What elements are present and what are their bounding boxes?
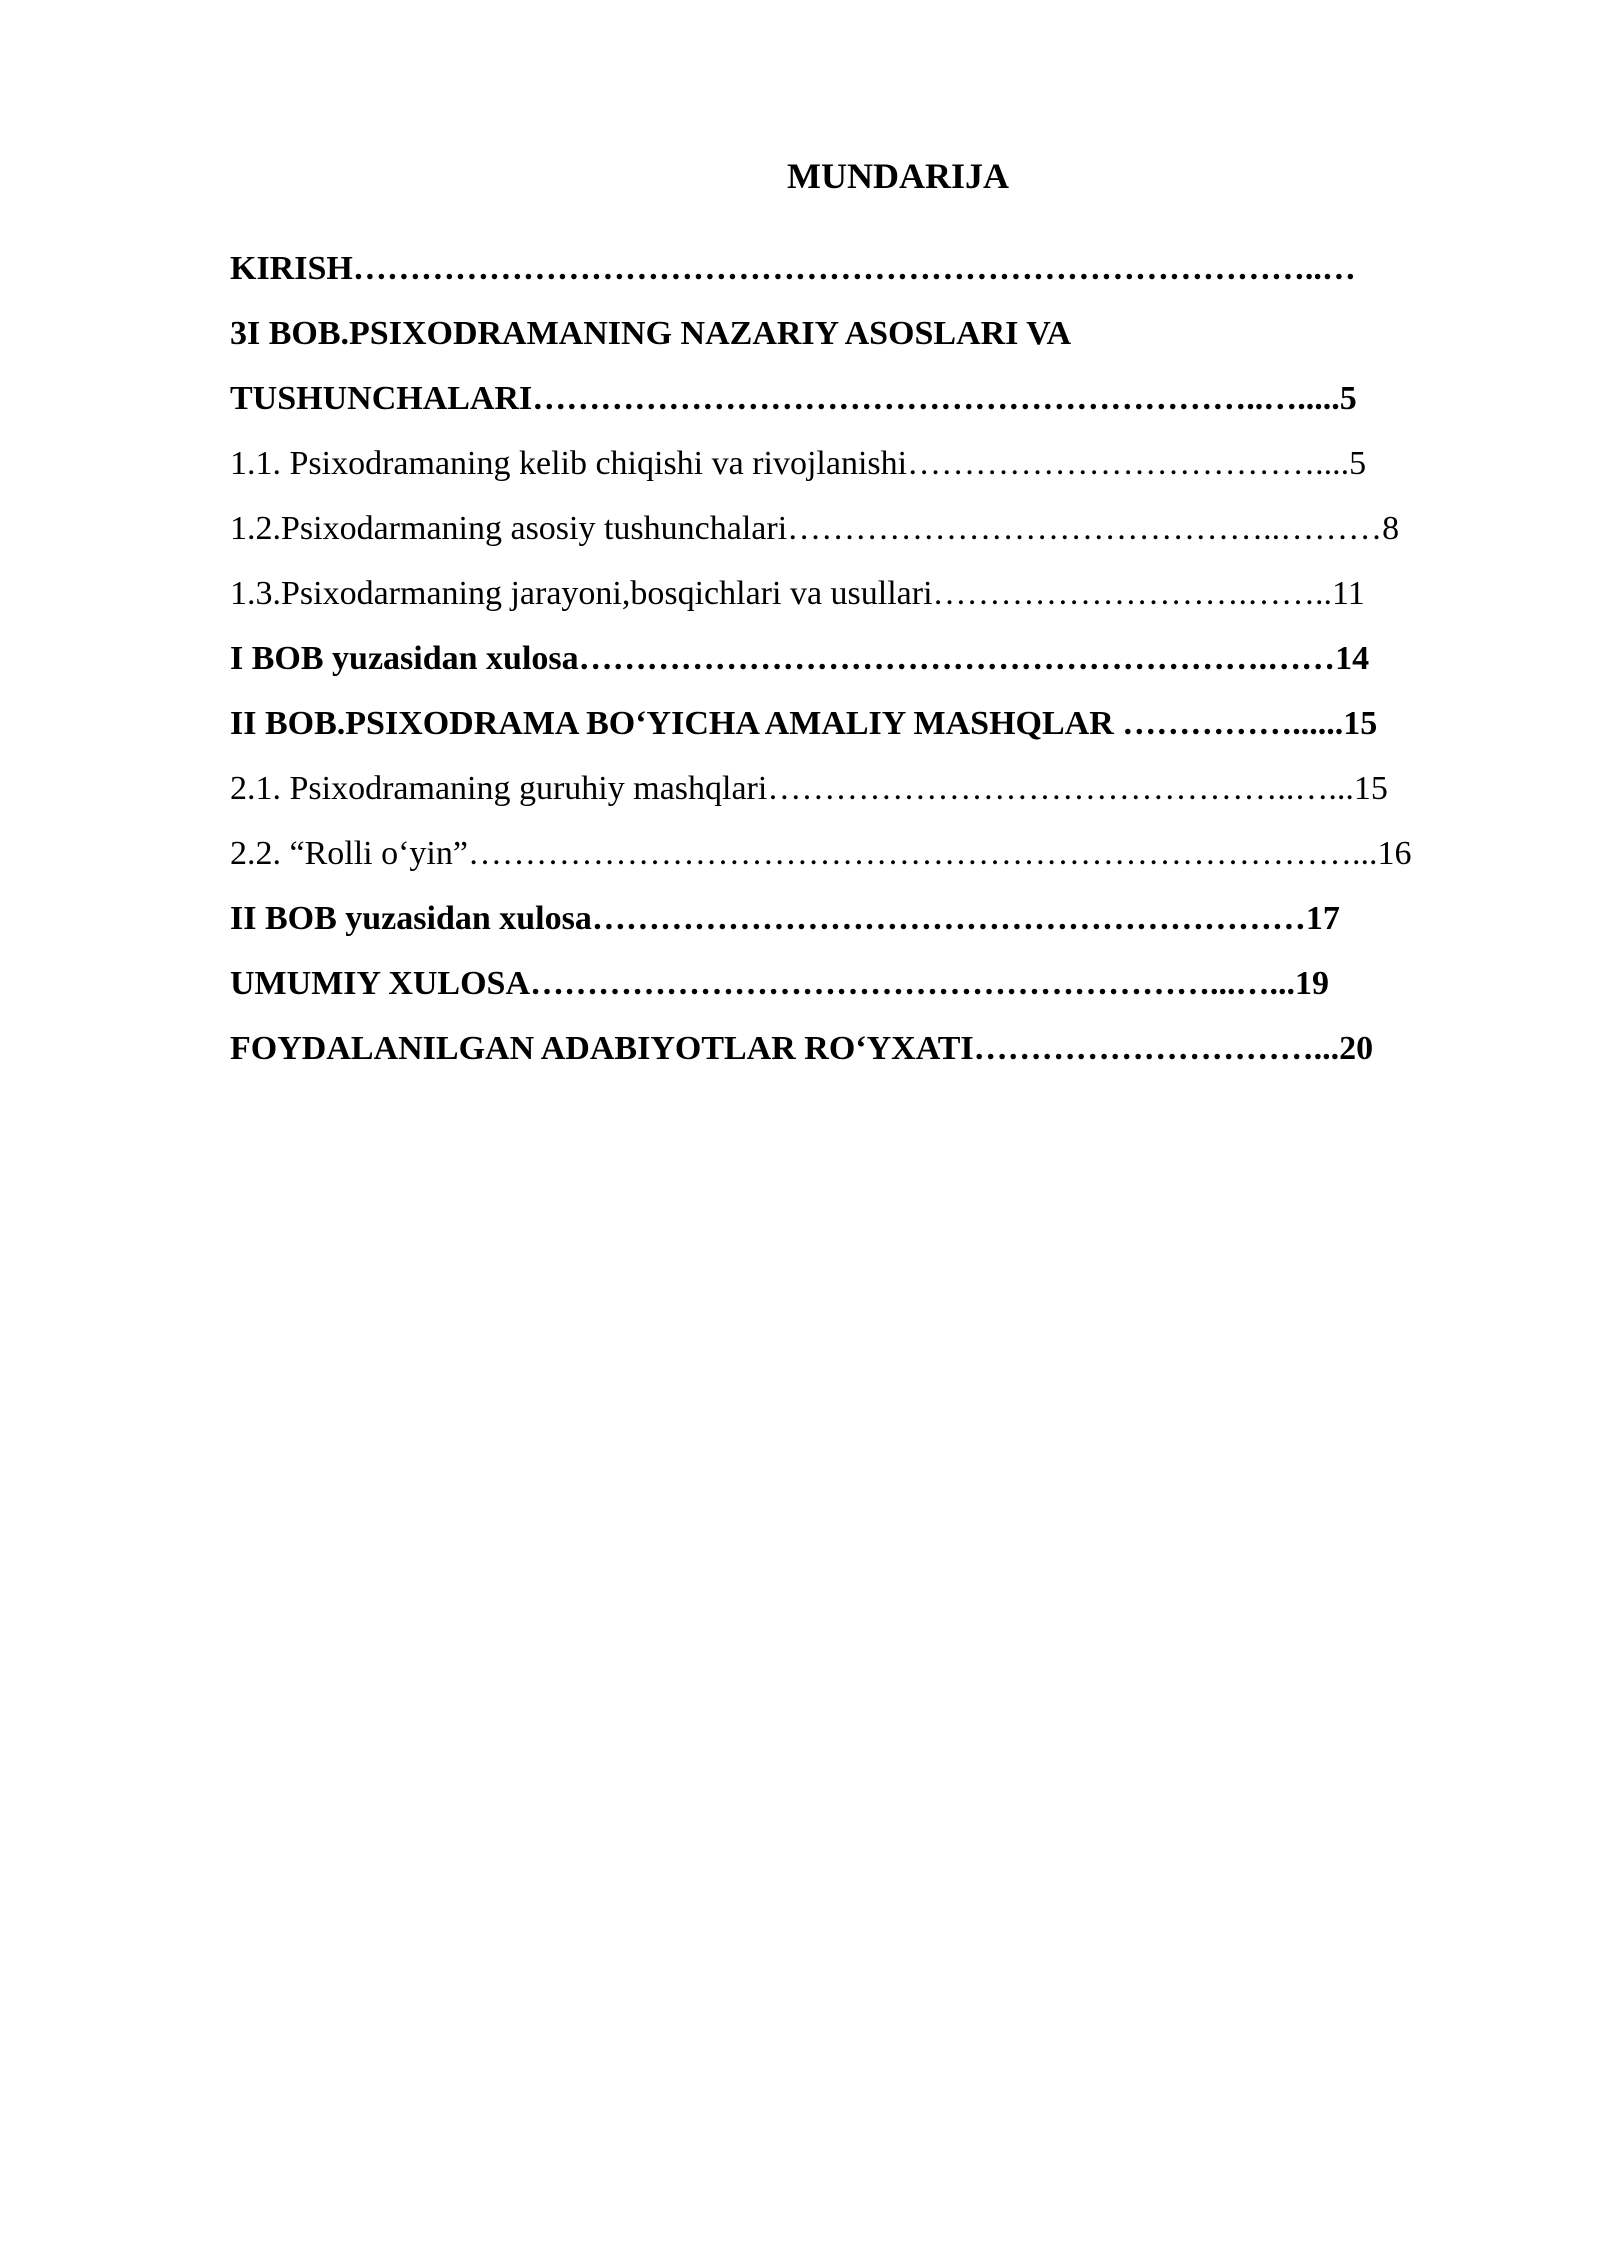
toc-entry-general-conclusion: UMUMIY XULOSA……………………………………………………...…...19 (230, 965, 1330, 1002)
toc-entry-kirish: KIRISH…………………………………………………………………………..… (230, 250, 1356, 287)
page-title: MUNDARIJA (787, 156, 1009, 196)
toc-entry-chapter-2-heading: II BOB.PSIXODRAMA BO‘YICHA AMALIY MASHQLAR ……………......15 (230, 705, 1378, 742)
toc-entry-chapter-1-conclusion: I BOB yuzasidan xulosa…………………………………………………….……14 (230, 640, 1370, 677)
toc-entry-section-1-1: 1.1. Psixodramaning kelib chiqishi va rivojlanishi………………………………....5 (230, 445, 1367, 482)
toc-entry-section-1-3: 1.3.Psixodarmaning jarayoni,bosqichlari va usullari……………………….……..11 (230, 575, 1365, 612)
toc-entry-section-2-1: 2.1. Psixodramaning guruhiy mashqlari………………………………………..…...15 (230, 770, 1388, 807)
toc-entry-chapter-2-conclusion: II BOB yuzasidan xulosa………………………………………………………17 (230, 900, 1340, 937)
table-of-contents (230, 236, 1520, 1081)
toc-entry-section-2-2: 2.2. “Rolli o‘yin”……………………………………………………………………...16 (230, 835, 1412, 872)
toc-entry-chapter-1-heading: 3I BOB.PSIXODRAMANING NAZARIY ASOSLARI VA (230, 315, 1072, 352)
toc-entry-chapter-1-heading-cont: TUSHUNCHALARI………………………………………………………..….....5 (230, 380, 1357, 417)
toc-entry-references: FOYDALANILGAN ADABIYOTLAR RO‘YXATI…………………………...20 (230, 1030, 1374, 1067)
toc-entry-section-1-2: 1.2.Psixodarmaning asosiy tushunchalari……………………………………..………8 (230, 510, 1400, 547)
